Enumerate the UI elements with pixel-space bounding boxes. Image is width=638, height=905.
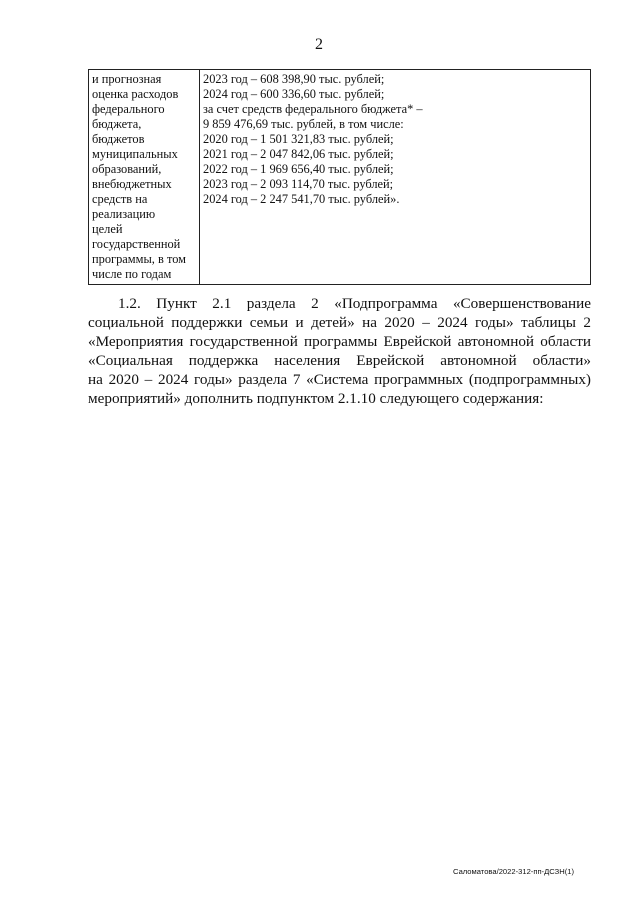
budget-table [88, 69, 591, 285]
table-value-line: 2024 год – 600 336,60 тыс. рублей; [203, 87, 385, 101]
table-value-line: 2024 год – 2 247 541,70 тыс. рублей». [203, 192, 400, 206]
amendment-paragraph [88, 294, 591, 408]
table-label-cell [89, 70, 200, 285]
table-label-line: оценка расходов [92, 87, 179, 101]
table-value-cell [200, 70, 591, 285]
table-label-line: образований, [92, 162, 162, 176]
table-row [89, 70, 591, 285]
table-value-line: за счет средств федерального бюджета* – [203, 102, 423, 116]
table-label-line: бюджетов [92, 132, 145, 146]
paragraph-line: 1.2. Пункт 2.1 раздела 2 «Подпрограмма «Совершенствование [118, 295, 591, 312]
table-value-line: 2021 год – 2 047 842,06 тыс. рублей; [203, 147, 394, 161]
table-value-line: 2023 год – 608 398,90 тыс. рублей; [203, 72, 385, 86]
document-footer-code: Саломатова/2022-312-пп-ДСЗН(1) [453, 867, 574, 876]
paragraph-line: мероприятий» дополнить подпунктом 2.1.10 следующего содержания: [88, 390, 544, 407]
paragraph-line: «Социальная поддержка населения Еврейской автономной области» [88, 352, 591, 369]
table-value-line: 2020 год – 1 501 321,83 тыс. рублей; [203, 132, 394, 146]
table-value-line: 9 859 476,69 тыс. рублей, в том числе: [203, 117, 404, 131]
table-label-line: внебюджетных [92, 177, 172, 191]
table-label-line: программы, в том [92, 252, 187, 266]
paragraph-line: «Мероприятия государственной программы Еврейской автономной области [88, 333, 591, 350]
table-label-line: числе по годам [92, 267, 172, 281]
paragraph-line: социальной поддержки семьи и детей» на 2020 – 2024 годы» таблицы 2 [88, 314, 591, 331]
table-value-line: 2022 год – 1 969 656,40 тыс. рублей; [203, 162, 394, 176]
table-label-line: средств на [92, 192, 148, 206]
table-label-line: бюджета, [92, 117, 142, 131]
table-label-line: целей [92, 222, 123, 236]
table-value-line: 2023 год – 2 093 114,70 тыс. рублей; [203, 177, 394, 191]
page-number: 2 [315, 36, 323, 53]
table-label-line: муниципальных [92, 147, 178, 161]
table-label-line: и прогнозная [92, 72, 162, 86]
paragraph-line: на 2020 – 2024 годы» раздела 7 «Система программных (подпрограммных) [88, 371, 591, 388]
table-label-line: государственной [92, 237, 181, 251]
table-label-line: федерального [92, 102, 165, 116]
table-label-line: реализацию [92, 207, 156, 221]
